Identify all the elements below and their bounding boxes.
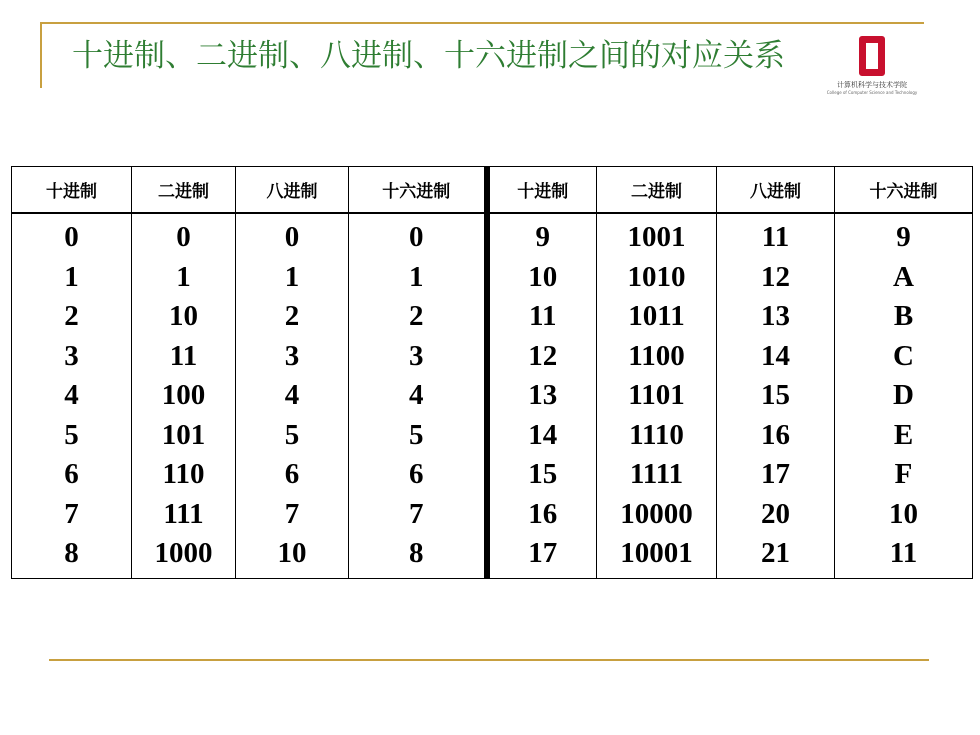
table-cell: F (894, 458, 913, 490)
header-hex: 十六进制 (349, 167, 487, 214)
table-cell: 20 (761, 497, 790, 530)
table-cell: 10 (889, 497, 918, 530)
column-hex (349, 213, 487, 578)
logo-name-cn: 计算机科学与技术学院 (837, 81, 907, 89)
table-cell: 101 (161, 418, 206, 451)
table-cell: 15 (528, 458, 558, 490)
table-cell: 8 (64, 537, 79, 569)
table-cell: 111 (163, 497, 204, 530)
header-binary-2: 二进制 (597, 167, 717, 214)
table-cell: 2 (284, 300, 300, 332)
table-cell: 6 (284, 458, 300, 490)
table-cell: 8 (409, 537, 424, 569)
table-cell: 5 (409, 418, 424, 451)
page-title: 十进制、二进制、八进制、十六进制之间的对应关系 (72, 38, 785, 74)
table-cell: 21 (761, 537, 790, 569)
bottom-rule (49, 659, 929, 661)
table-cell: 1 (284, 260, 300, 293)
table-cell: 7 (64, 497, 79, 530)
title-bar (40, 22, 924, 95)
table-cell: 1000 (154, 537, 213, 569)
column-binary-2 (597, 213, 717, 578)
column-decimal-2 (487, 213, 597, 578)
table-cell: 0 (409, 221, 424, 253)
column-binary (132, 213, 236, 578)
column-octal-2 (717, 213, 835, 578)
table-cell: 16 (528, 497, 558, 530)
table-cell: 10 (277, 537, 307, 569)
header-row (12, 167, 973, 214)
header-binary: 二进制 (132, 167, 236, 214)
table-cell: 11 (761, 221, 790, 253)
table-cell: 1001 (627, 221, 686, 253)
table-cell: D (893, 379, 914, 411)
header-decimal: 十进制 (12, 167, 132, 214)
table-cell: 1101 (628, 379, 685, 411)
table-cell: 17 (528, 537, 558, 569)
table-cell: 5 (64, 418, 79, 451)
table-cell: 11 (169, 339, 198, 372)
table-cell: 10 (528, 260, 558, 293)
table-cell: 0 (64, 221, 79, 253)
logo-mark-icon (859, 36, 885, 76)
table-cell: E (893, 418, 914, 451)
table-cell: 4 (409, 379, 424, 411)
table-cell: 3 (64, 339, 79, 372)
table-cell: 3 (409, 339, 424, 372)
table-cell: 3 (284, 339, 300, 372)
college-logo (820, 32, 924, 104)
table-cell: B (893, 300, 914, 332)
table-cell: 10000 (620, 497, 693, 530)
table-cell: 5 (284, 418, 300, 451)
table-cell: 0 (176, 221, 191, 253)
conversion-table (11, 166, 973, 579)
table-cell: 12 (761, 260, 790, 293)
table-cell: 2 (64, 300, 79, 332)
column-decimal (12, 213, 132, 578)
table-cell: 1 (409, 260, 424, 293)
table-cell: 4 (64, 379, 79, 411)
table-cell: 14 (528, 418, 558, 451)
column-octal (236, 213, 349, 578)
table-cell: 4 (284, 379, 300, 411)
column-hex-2 (835, 213, 973, 578)
table-cell: 100 (161, 379, 206, 411)
table-cell: 13 (528, 379, 558, 411)
logo-name-en: College of Computer Science and Technology (826, 90, 918, 95)
table-cell: 110 (162, 458, 205, 490)
table-cell: 1011 (628, 300, 685, 332)
header-decimal-2: 十进制 (487, 167, 597, 214)
table-cell: 2 (409, 300, 424, 332)
table-cell: 9 (896, 221, 911, 253)
table-cell: 17 (761, 458, 790, 490)
table-cell: C (893, 339, 914, 372)
table-cell: 11 (529, 300, 557, 332)
table-cell: A (893, 260, 914, 293)
table-cell: 7 (409, 497, 424, 530)
table-cell: 1100 (628, 339, 685, 372)
table-cell: 16 (761, 418, 790, 451)
header-hex-2: 十六进制 (835, 167, 973, 214)
table-cell: 6 (64, 458, 79, 490)
table-cell: 1010 (627, 260, 686, 293)
table-cell: 12 (528, 339, 558, 372)
table-cell: 7 (284, 497, 300, 530)
table-cell: 14 (761, 339, 790, 372)
table-cell: 6 (409, 458, 424, 490)
table-cell: 11 (889, 537, 918, 569)
table-cell: 10 (169, 300, 198, 332)
table-cell: 0 (284, 221, 300, 253)
table-cell: 1 (176, 260, 191, 293)
table-cell: 1111 (629, 458, 684, 490)
table-cell: 13 (761, 300, 790, 332)
body-row (12, 213, 973, 578)
table-cell: 1110 (629, 418, 684, 451)
table-cell: 15 (761, 379, 790, 411)
table-cell: 9 (535, 221, 550, 253)
header-octal-2: 八进制 (717, 167, 835, 214)
table-cell: 1 (64, 260, 79, 293)
header-octal: 八进制 (236, 167, 349, 214)
table-cell: 10001 (620, 537, 693, 569)
